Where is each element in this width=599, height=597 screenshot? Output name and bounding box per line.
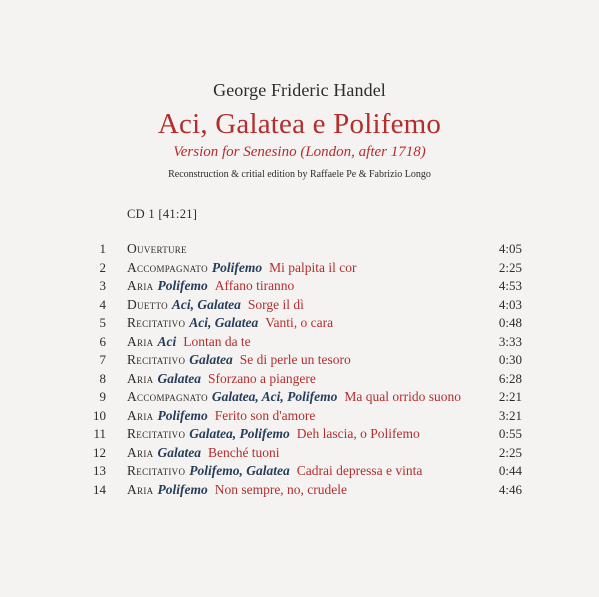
track-form: Aria [127,333,154,349]
track-form: Recitativo [127,352,186,367]
track-characters: Polifemo [157,407,208,423]
track-row [0,462,599,481]
track-incipit: Se di perle un tesoro [239,352,351,367]
track-number: 7 [99,352,106,367]
track-characters: Galatea [157,444,201,460]
track-row [0,296,599,315]
track-number: 4 [99,296,106,312]
track-duration: 0:55 [498,426,522,441]
track-incipit: Sorge il dì [247,296,304,312]
track-row [0,277,599,296]
track-row [0,314,599,333]
composer-name: George Frideric Handel [213,80,386,100]
track-row [0,259,599,278]
track-row [0,425,599,444]
track-characters: Polifemo [211,259,263,275]
track-incipit: Vanti, o cara [265,315,334,330]
track-incipit: Deh lascia, o Polifemo [296,426,420,441]
track-incipit: Lontan da te [183,333,251,349]
track-row [0,370,599,389]
track-number: 12 [93,444,106,460]
track-number: 5 [99,315,106,330]
track-row [0,444,599,463]
track-duration: 4:03 [498,296,522,312]
track-incipit: Sforzano a piangere [207,370,316,386]
track-number: 6 [99,333,106,349]
track-form: Recitativo [127,426,186,441]
track-row [0,240,599,259]
track-characters: Polifemo [157,278,208,293]
track-characters: Aci, Galatea [189,315,259,330]
track-number: 9 [99,389,106,404]
track-duration: 4:53 [498,278,522,293]
track-number: 14 [93,481,106,497]
track-form: Accompagnato [127,259,208,275]
track-form: Aria [127,444,154,460]
track-duration: 6:28 [498,370,522,386]
track-number: 8 [99,370,106,386]
edition-credits: Reconstruction & critial edition by Raffaele Pe & Fabrizio Longo [168,169,431,180]
track-row [0,333,599,352]
track-number: 10 [93,407,106,423]
track-form: Aria [127,370,154,386]
cd-label: CD 1 [41:21] [127,207,198,221]
track-form: Aria [127,278,154,293]
track-duration: 0:44 [498,463,522,478]
track-duration: 3:21 [498,407,522,423]
track-form: Duetto [127,296,168,312]
track-form: Accompagnato [127,389,208,404]
work-title: Aci, Galatea e Polifemo [157,108,442,140]
track-duration: 2:21 [498,389,522,404]
track-row [0,407,599,426]
track-form: Aria [127,481,154,497]
track-number: 11 [93,426,106,441]
track-list [0,240,599,499]
track-form: Recitativo [127,315,186,330]
track-characters: Galatea, Polifemo [189,426,290,441]
track-incipit: Ma qual orrido suono [344,389,461,404]
track-form: Aria [127,407,154,423]
track-characters: Polifemo [157,481,208,497]
track-characters: Galatea [189,352,233,367]
track-characters: Galatea [157,370,201,386]
track-number: 1 [99,241,106,256]
track-duration: 2:25 [498,259,522,275]
track-row [0,388,599,407]
track-incipit: Ferito son d'amore [214,407,316,423]
track-incipit: Non sempre, no, crudele [214,481,348,497]
track-incipit: Mi palpita il cor [269,259,357,275]
track-form: Ouverture [127,241,187,256]
version-subtitle: Version for Senesino (London, after 1718) [173,144,426,160]
track-row [0,481,599,500]
track-duration: 2:25 [498,444,522,460]
track-characters: Aci, Galatea [171,296,241,312]
track-incipit: Affano tiranno [214,278,295,293]
track-duration: 4:46 [498,481,522,497]
track-characters: Galatea, Aci, Polifemo [211,389,338,404]
track-duration: 0:48 [498,315,522,330]
track-form: Recitativo [127,463,186,478]
track-characters: Polifemo, Galatea [189,463,290,478]
track-characters: Aci [157,333,177,349]
track-incipit: Cadrai depressa e vinta [296,463,423,478]
track-duration: 0:30 [498,352,522,367]
track-row [0,351,599,370]
track-duration: 3:33 [498,333,522,349]
track-number: 2 [99,259,106,275]
track-incipit: Benché tuoni [207,444,280,460]
track-number: 3 [99,278,106,293]
track-duration: 4:05 [498,241,522,256]
track-number: 13 [93,463,106,478]
